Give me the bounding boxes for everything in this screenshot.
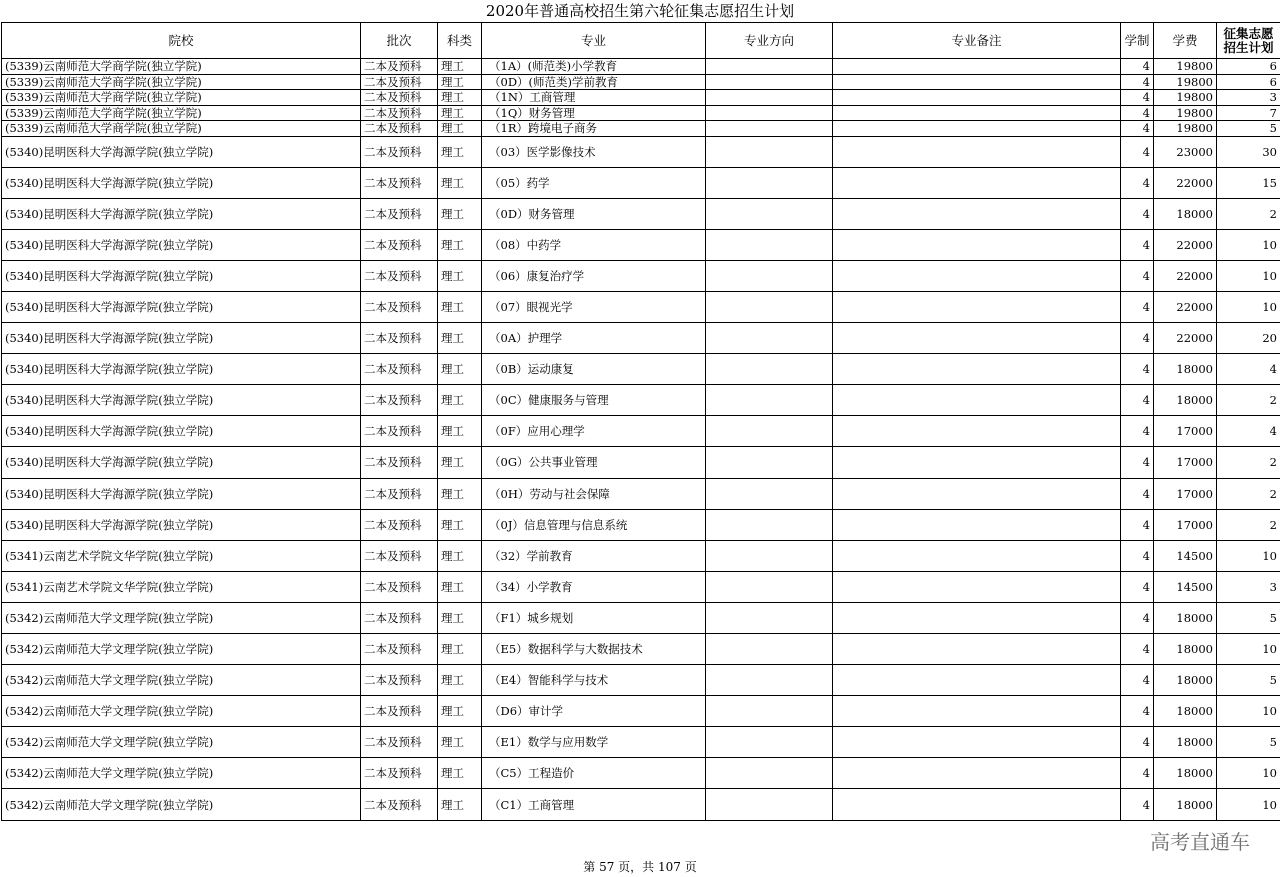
cell-fee: 18000 <box>1154 354 1217 385</box>
cell-school: (5341)云南艺术学院文华学院(独立学院) <box>2 540 361 571</box>
cell-batch: 二本及预科 <box>361 571 438 602</box>
cell-category: 理工 <box>438 758 482 789</box>
cell-batch: 二本及预科 <box>361 478 438 509</box>
cell-fee: 18000 <box>1154 602 1217 633</box>
cell-fee: 17000 <box>1154 509 1217 540</box>
cell-school: (5340)昆明医科大学海源学院(独立学院) <box>2 260 361 291</box>
cell-school: (5339)云南师范大学商学院(独立学院) <box>2 105 361 121</box>
cell-category: 理工 <box>438 90 482 106</box>
cell-years: 4 <box>1121 291 1154 322</box>
cell-direction <box>706 198 833 229</box>
cell-batch: 二本及预科 <box>361 727 438 758</box>
cell-fee: 22000 <box>1154 229 1217 260</box>
cell-direction <box>706 509 833 540</box>
cell-direction <box>706 354 833 385</box>
cell-plan: 15 <box>1217 167 1280 198</box>
cell-category: 理工 <box>438 74 482 90</box>
cell-direction <box>706 260 833 291</box>
cell-remark <box>833 260 1121 291</box>
cell-fee: 18000 <box>1154 696 1217 727</box>
cell-remark <box>833 727 1121 758</box>
cell-remark <box>833 198 1121 229</box>
cell-category: 理工 <box>438 478 482 509</box>
table-row <box>2 90 1280 106</box>
cell-plan: 10 <box>1217 758 1280 789</box>
header-major: 专业 <box>482 23 706 59</box>
cell-direction <box>706 665 833 696</box>
cell-plan: 7 <box>1217 105 1280 121</box>
cell-plan: 10 <box>1217 291 1280 322</box>
header-remark: 专业备注 <box>833 23 1121 59</box>
cell-plan: 2 <box>1217 509 1280 540</box>
cell-school: (5339)云南师范大学商学院(独立学院) <box>2 74 361 90</box>
cell-years: 4 <box>1121 354 1154 385</box>
header-category: 科类 <box>438 23 482 59</box>
cell-category: 理工 <box>438 229 482 260</box>
cell-school: (5341)云南艺术学院文华学院(独立学院) <box>2 571 361 602</box>
cell-school: (5342)云南师范大学文理学院(独立学院) <box>2 789 361 820</box>
cell-direction <box>706 789 833 820</box>
table-row <box>2 105 1280 121</box>
cell-major: （0D）财务管理 <box>482 198 706 229</box>
table-row <box>2 602 1280 633</box>
cell-years: 4 <box>1121 540 1154 571</box>
header-years: 学制 <box>1121 23 1154 59</box>
cell-years: 4 <box>1121 136 1154 167</box>
cell-years: 4 <box>1121 90 1154 106</box>
cell-direction <box>706 229 833 260</box>
cell-plan: 30 <box>1217 136 1280 167</box>
cell-school: (5340)昆明医科大学海源学院(独立学院) <box>2 416 361 447</box>
cell-direction <box>706 291 833 322</box>
cell-plan: 2 <box>1217 385 1280 416</box>
cell-plan: 10 <box>1217 540 1280 571</box>
cell-years: 4 <box>1121 509 1154 540</box>
cell-fee: 18000 <box>1154 634 1217 665</box>
cell-fee: 18000 <box>1154 758 1217 789</box>
cell-plan: 10 <box>1217 260 1280 291</box>
cell-major: （0B）运动康复 <box>482 354 706 385</box>
cell-major: （E5）数据科学与大数据技术 <box>482 634 706 665</box>
cell-fee: 14500 <box>1154 571 1217 602</box>
cell-years: 4 <box>1121 758 1154 789</box>
table-row <box>2 121 1280 137</box>
cell-direction <box>706 602 833 633</box>
cell-direction <box>706 74 833 90</box>
cell-years: 4 <box>1121 447 1154 478</box>
cell-fee: 19800 <box>1154 74 1217 90</box>
cell-category: 理工 <box>438 385 482 416</box>
cell-batch: 二本及预科 <box>361 447 438 478</box>
cell-direction <box>706 416 833 447</box>
cell-plan: 5 <box>1217 727 1280 758</box>
table-row <box>2 447 1280 478</box>
table-row <box>2 789 1280 820</box>
cell-remark <box>833 291 1121 322</box>
cell-school: (5342)云南师范大学文理学院(独立学院) <box>2 665 361 696</box>
cell-school: (5340)昆明医科大学海源学院(独立学院) <box>2 167 361 198</box>
table-row <box>2 634 1280 665</box>
cell-remark <box>833 385 1121 416</box>
cell-batch: 二本及预科 <box>361 634 438 665</box>
cell-remark <box>833 571 1121 602</box>
watermark-text: 高考直通车 <box>1150 830 1250 854</box>
cell-fee: 22000 <box>1154 260 1217 291</box>
cell-remark <box>833 136 1121 167</box>
cell-years: 4 <box>1121 229 1154 260</box>
cell-fee: 18000 <box>1154 789 1217 820</box>
cell-plan: 10 <box>1217 229 1280 260</box>
cell-category: 理工 <box>438 354 482 385</box>
cell-remark <box>833 758 1121 789</box>
cell-category: 理工 <box>438 665 482 696</box>
cell-fee: 17000 <box>1154 416 1217 447</box>
cell-years: 4 <box>1121 634 1154 665</box>
cell-school: (5340)昆明医科大学海源学院(独立学院) <box>2 229 361 260</box>
cell-batch: 二本及预科 <box>361 121 438 137</box>
cell-remark <box>833 59 1121 75</box>
cell-remark <box>833 540 1121 571</box>
cell-category: 理工 <box>438 136 482 167</box>
cell-category: 理工 <box>438 291 482 322</box>
cell-major: （0D）(师范类)学前教育 <box>482 74 706 90</box>
cell-category: 理工 <box>438 509 482 540</box>
cell-batch: 二本及预科 <box>361 789 438 820</box>
cell-school: (5340)昆明医科大学海源学院(独立学院) <box>2 354 361 385</box>
cell-school: (5342)云南师范大学文理学院(独立学院) <box>2 758 361 789</box>
cell-plan: 4 <box>1217 354 1280 385</box>
cell-school: (5340)昆明医科大学海源学院(独立学院) <box>2 447 361 478</box>
table-header-row <box>2 23 1280 59</box>
cell-direction <box>706 136 833 167</box>
cell-years: 4 <box>1121 727 1154 758</box>
table-row <box>2 323 1280 354</box>
cell-remark <box>833 478 1121 509</box>
table-row <box>2 696 1280 727</box>
cell-school: (5340)昆明医科大学海源学院(独立学院) <box>2 509 361 540</box>
page-footer: 第 57 页，共 107 页 <box>583 860 697 874</box>
table-row <box>2 74 1280 90</box>
cell-category: 理工 <box>438 571 482 602</box>
cell-remark <box>833 90 1121 106</box>
cell-fee: 18000 <box>1154 727 1217 758</box>
table-row <box>2 136 1280 167</box>
table-row <box>2 727 1280 758</box>
cell-plan: 6 <box>1217 59 1280 75</box>
cell-major: （0A）护理学 <box>482 323 706 354</box>
cell-years: 4 <box>1121 478 1154 509</box>
cell-direction <box>706 105 833 121</box>
cell-fee: 19800 <box>1154 121 1217 137</box>
cell-category: 理工 <box>438 260 482 291</box>
cell-plan: 5 <box>1217 665 1280 696</box>
cell-batch: 二本及预科 <box>361 354 438 385</box>
cell-major: （32）学前教育 <box>482 540 706 571</box>
cell-plan: 3 <box>1217 90 1280 106</box>
cell-remark <box>833 634 1121 665</box>
cell-plan: 2 <box>1217 198 1280 229</box>
cell-years: 4 <box>1121 260 1154 291</box>
cell-fee: 18000 <box>1154 385 1217 416</box>
header-plan: 征集志愿招生计划 <box>1217 23 1280 59</box>
cell-category: 理工 <box>438 634 482 665</box>
table-row <box>2 416 1280 447</box>
cell-category: 理工 <box>438 696 482 727</box>
cell-fee: 19800 <box>1154 105 1217 121</box>
table-row <box>2 385 1280 416</box>
cell-school: (5342)云南师范大学文理学院(独立学院) <box>2 727 361 758</box>
cell-batch: 二本及预科 <box>361 323 438 354</box>
cell-school: (5339)云南师范大学商学院(独立学院) <box>2 59 361 75</box>
cell-category: 理工 <box>438 198 482 229</box>
table-row <box>2 354 1280 385</box>
table-body <box>2 59 1280 821</box>
cell-direction <box>706 59 833 75</box>
cell-batch: 二本及预科 <box>361 105 438 121</box>
table-row <box>2 509 1280 540</box>
cell-remark <box>833 354 1121 385</box>
cell-batch: 二本及预科 <box>361 260 438 291</box>
cell-major: （05）药学 <box>482 167 706 198</box>
table-row <box>2 198 1280 229</box>
cell-major: （0G）公共事业管理 <box>482 447 706 478</box>
cell-fee: 19800 <box>1154 59 1217 75</box>
table-row <box>2 758 1280 789</box>
cell-plan: 10 <box>1217 634 1280 665</box>
cell-category: 理工 <box>438 447 482 478</box>
cell-years: 4 <box>1121 602 1154 633</box>
cell-years: 4 <box>1121 323 1154 354</box>
cell-years: 4 <box>1121 385 1154 416</box>
table-row <box>2 229 1280 260</box>
cell-school: (5340)昆明医科大学海源学院(独立学院) <box>2 478 361 509</box>
cell-fee: 22000 <box>1154 323 1217 354</box>
table-row <box>2 291 1280 322</box>
cell-remark <box>833 416 1121 447</box>
cell-batch: 二本及预科 <box>361 602 438 633</box>
cell-fee: 17000 <box>1154 478 1217 509</box>
cell-plan: 3 <box>1217 571 1280 602</box>
table-row <box>2 540 1280 571</box>
cell-years: 4 <box>1121 74 1154 90</box>
cell-fee: 22000 <box>1154 291 1217 322</box>
cell-major: （1A）(师范类)小学教育 <box>482 59 706 75</box>
cell-batch: 二本及预科 <box>361 74 438 90</box>
cell-batch: 二本及预科 <box>361 385 438 416</box>
table-row <box>2 571 1280 602</box>
cell-fee: 23000 <box>1154 136 1217 167</box>
table-row <box>2 478 1280 509</box>
cell-years: 4 <box>1121 121 1154 137</box>
cell-category: 理工 <box>438 121 482 137</box>
cell-plan: 20 <box>1217 323 1280 354</box>
cell-plan: 6 <box>1217 74 1280 90</box>
cell-remark <box>833 74 1121 90</box>
cell-fee: 17000 <box>1154 447 1217 478</box>
cell-major: （1N）工商管理 <box>482 90 706 106</box>
cell-category: 理工 <box>438 727 482 758</box>
header-direction: 专业方向 <box>706 23 833 59</box>
cell-direction <box>706 121 833 137</box>
cell-plan: 4 <box>1217 416 1280 447</box>
cell-years: 4 <box>1121 789 1154 820</box>
cell-major: （1Q）财务管理 <box>482 105 706 121</box>
cell-remark <box>833 121 1121 137</box>
cell-plan: 5 <box>1217 602 1280 633</box>
cell-batch: 二本及预科 <box>361 758 438 789</box>
cell-plan: 10 <box>1217 696 1280 727</box>
cell-major: （07）眼视光学 <box>482 291 706 322</box>
cell-major: （F1）城乡规划 <box>482 602 706 633</box>
cell-major: （D6）审计学 <box>482 696 706 727</box>
cell-years: 4 <box>1121 416 1154 447</box>
cell-school: (5342)云南师范大学文理学院(独立学院) <box>2 696 361 727</box>
cell-major: （0C）健康服务与管理 <box>482 385 706 416</box>
cell-batch: 二本及预科 <box>361 665 438 696</box>
cell-direction <box>706 727 833 758</box>
cell-remark <box>833 105 1121 121</box>
table-row <box>2 59 1280 75</box>
cell-category: 理工 <box>438 167 482 198</box>
header-fee: 学费 <box>1154 23 1217 59</box>
cell-direction <box>706 634 833 665</box>
cell-remark <box>833 696 1121 727</box>
page-title: 2020年普通高校招生第六轮征集志愿招生计划 <box>485 2 795 20</box>
cell-batch: 二本及预科 <box>361 540 438 571</box>
cell-years: 4 <box>1121 665 1154 696</box>
cell-years: 4 <box>1121 59 1154 75</box>
cell-direction <box>706 323 833 354</box>
cell-remark <box>833 509 1121 540</box>
cell-major: （0H）劳动与社会保障 <box>482 478 706 509</box>
cell-category: 理工 <box>438 323 482 354</box>
cell-direction <box>706 758 833 789</box>
cell-remark <box>833 167 1121 198</box>
cell-plan: 10 <box>1217 789 1280 820</box>
cell-remark <box>833 602 1121 633</box>
cell-batch: 二本及预科 <box>361 136 438 167</box>
cell-school: (5340)昆明医科大学海源学院(独立学院) <box>2 291 361 322</box>
cell-batch: 二本及预科 <box>361 416 438 447</box>
cell-batch: 二本及预科 <box>361 229 438 260</box>
cell-school: (5342)云南师范大学文理学院(独立学院) <box>2 602 361 633</box>
cell-major: （06）康复治疗学 <box>482 260 706 291</box>
cell-major: （1R）跨境电子商务 <box>482 121 706 137</box>
table-row <box>2 167 1280 198</box>
cell-category: 理工 <box>438 105 482 121</box>
cell-school: (5339)云南师范大学商学院(独立学院) <box>2 121 361 137</box>
cell-remark <box>833 229 1121 260</box>
cell-major: （E1）数学与应用数学 <box>482 727 706 758</box>
cell-category: 理工 <box>438 602 482 633</box>
cell-batch: 二本及预科 <box>361 509 438 540</box>
cell-direction <box>706 478 833 509</box>
cell-plan: 2 <box>1217 447 1280 478</box>
cell-fee: 14500 <box>1154 540 1217 571</box>
cell-school: (5340)昆明医科大学海源学院(独立学院) <box>2 323 361 354</box>
cell-major: （0J）信息管理与信息系统 <box>482 509 706 540</box>
cell-direction <box>706 385 833 416</box>
cell-years: 4 <box>1121 167 1154 198</box>
cell-major: （34）小学教育 <box>482 571 706 602</box>
cell-category: 理工 <box>438 416 482 447</box>
cell-remark <box>833 665 1121 696</box>
cell-plan: 2 <box>1217 478 1280 509</box>
cell-direction <box>706 571 833 602</box>
cell-remark <box>833 323 1121 354</box>
cell-fee: 18000 <box>1154 198 1217 229</box>
enrollment-plan-table <box>1 22 1280 821</box>
cell-major: （E4）智能科学与技术 <box>482 665 706 696</box>
cell-category: 理工 <box>438 59 482 75</box>
header-batch: 批次 <box>361 23 438 59</box>
cell-years: 4 <box>1121 198 1154 229</box>
cell-remark <box>833 447 1121 478</box>
header-school: 院校 <box>2 23 361 59</box>
cell-school: (5340)昆明医科大学海源学院(独立学院) <box>2 136 361 167</box>
cell-years: 4 <box>1121 105 1154 121</box>
cell-direction <box>706 90 833 106</box>
cell-category: 理工 <box>438 540 482 571</box>
cell-batch: 二本及预科 <box>361 167 438 198</box>
cell-direction <box>706 696 833 727</box>
cell-major: （C5）工程造价 <box>482 758 706 789</box>
cell-years: 4 <box>1121 571 1154 602</box>
cell-school: (5339)云南师范大学商学院(独立学院) <box>2 90 361 106</box>
cell-years: 4 <box>1121 696 1154 727</box>
cell-major: （08）中药学 <box>482 229 706 260</box>
cell-batch: 二本及预科 <box>361 59 438 75</box>
cell-batch: 二本及预科 <box>361 198 438 229</box>
cell-major: （C1）工商管理 <box>482 789 706 820</box>
cell-school: (5340)昆明医科大学海源学院(独立学院) <box>2 198 361 229</box>
cell-batch: 二本及预科 <box>361 291 438 322</box>
cell-fee: 19800 <box>1154 90 1217 106</box>
cell-direction <box>706 167 833 198</box>
cell-direction <box>706 447 833 478</box>
table-row <box>2 665 1280 696</box>
cell-batch: 二本及预科 <box>361 696 438 727</box>
cell-fee: 18000 <box>1154 665 1217 696</box>
cell-plan: 5 <box>1217 121 1280 137</box>
cell-fee: 22000 <box>1154 167 1217 198</box>
cell-school: (5340)昆明医科大学海源学院(独立学院) <box>2 385 361 416</box>
cell-category: 理工 <box>438 789 482 820</box>
table-row <box>2 260 1280 291</box>
cell-batch: 二本及预科 <box>361 90 438 106</box>
cell-school: (5342)云南师范大学文理学院(独立学院) <box>2 634 361 665</box>
cell-major: （03）医学影像技术 <box>482 136 706 167</box>
cell-direction <box>706 540 833 571</box>
cell-major: （0F）应用心理学 <box>482 416 706 447</box>
cell-remark <box>833 789 1121 820</box>
